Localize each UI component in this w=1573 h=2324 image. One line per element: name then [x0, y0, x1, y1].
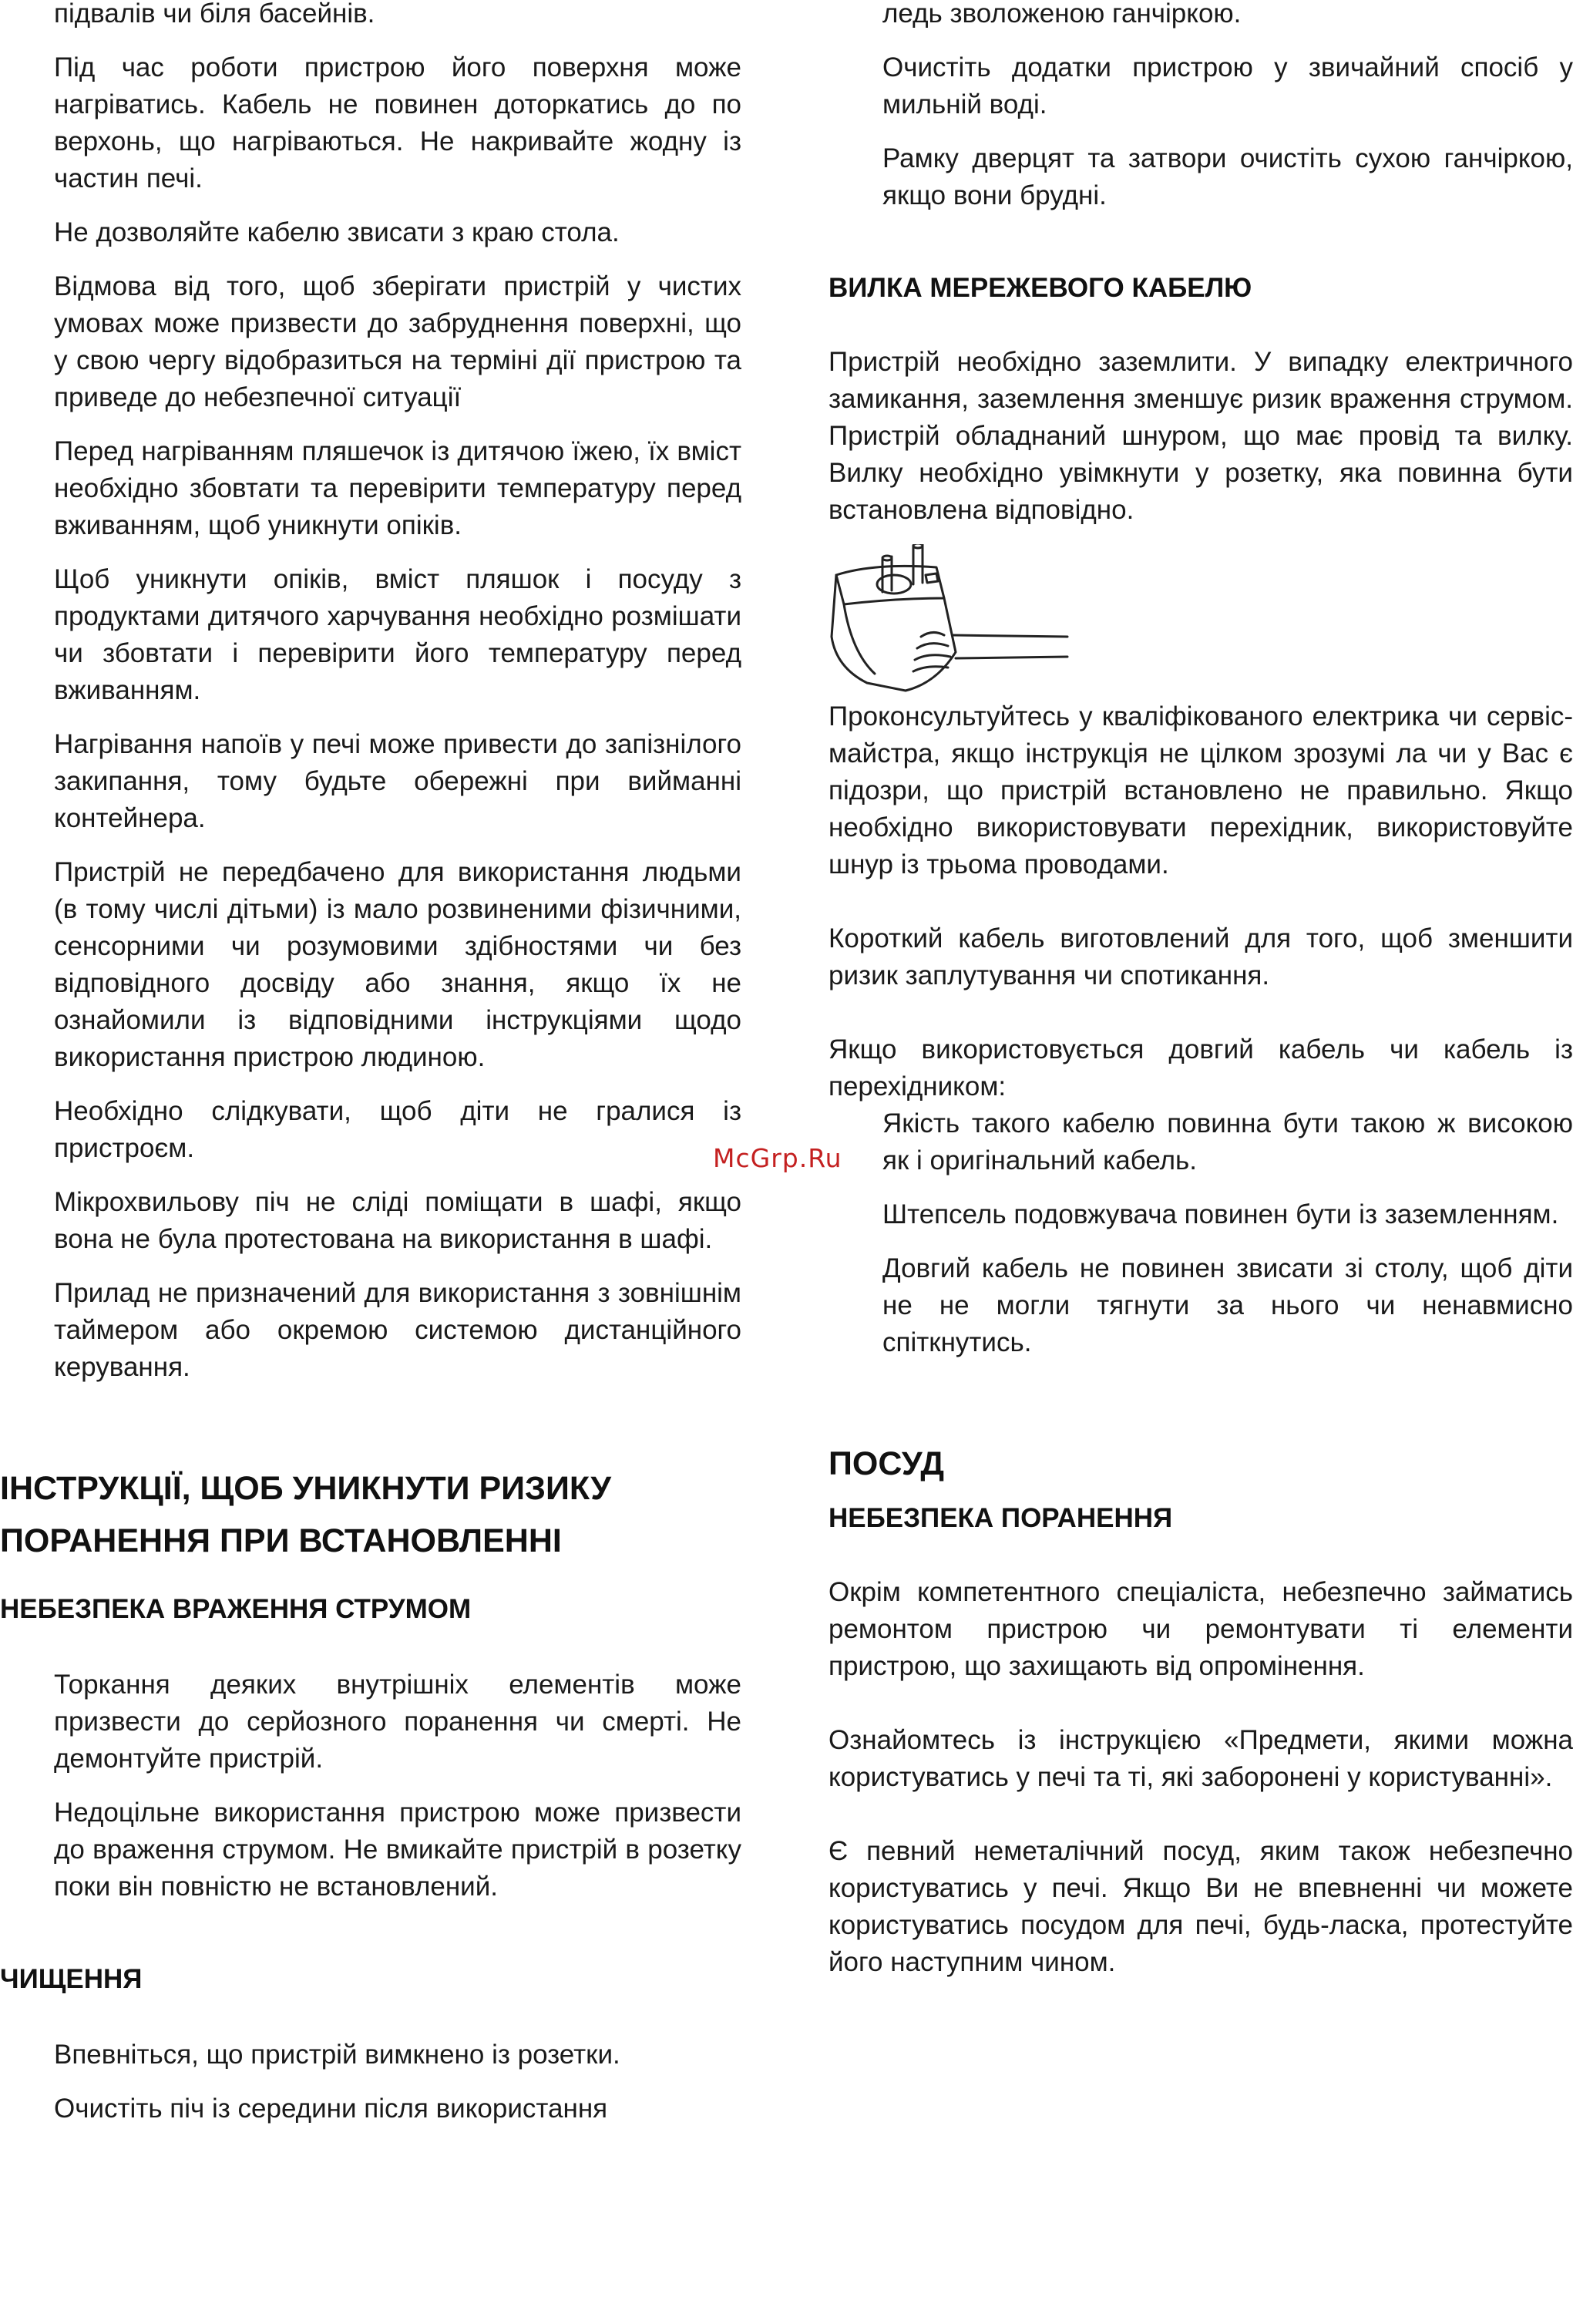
- heading-injury-line1: ІНСТРУКЦІЇ, ЩОБ УНИКНУТИ РИЗИКУ: [0, 1470, 611, 1507]
- paragraph-extension: Штепсель подовжувача повинен бути із заземленням.: [882, 1199, 1559, 1229]
- plug-illustration: [829, 544, 1573, 698]
- right-column: [829, 0, 1573, 1981]
- paragraph-damp-cloth-tail: ледь зволоженою ганчіркою.: [882, 0, 1242, 29]
- heading-injury-line2: ПОРАНЕННЯ ПРИ ВСТАНОВЛЕННІ: [0, 1522, 562, 1559]
- paragraph-timer: Прилад не призначений для використання з зовнішнім таймером або окремою системою дистанційного керування.: [54, 1278, 741, 1382]
- paragraph-quality: Якість такого кабелю повинна бути такою ж високою як і оригінальний кабель.: [882, 1108, 1573, 1175]
- paragraph-baby-bottles: Перед нагріванням пляшечок із дитячою їжею, їх вміст необхідно збовтати та перевірити температуру перед вживанням, щоб уникнути опіків.: [54, 436, 741, 540]
- paragraph-accessories: Очистіть додатки пристрою у звичайний спосіб у мильній воді.: [882, 52, 1573, 119]
- paragraph-surface-heat: Під час роботи пристрою його поверхня може нагріватись. Кабель не повинен доторкатись до по верхонь, що нагріваються. Не накривайте жодну із частин печі.: [54, 52, 741, 193]
- heading-cleaning: ЧИЩЕННЯ: [0, 1964, 143, 1994]
- heading-dishes: ПОСУД: [829, 1445, 945, 1482]
- paragraph-familiarize: Ознайомтесь із інструкцією «Предмети, якими можна користуватись у печі та ті, які заборонені у користуванні».: [829, 1725, 1573, 1792]
- paragraph-long-cable: Якщо використовується довгий кабель чи кабель із перехідником:: [829, 1034, 1573, 1101]
- paragraph-clean-inside: Очистіть піч із середини після використання: [54, 2094, 608, 2124]
- paragraph-not-intended: Пристрій не передбачено для використання людьми (в тому числі дітьми) із мало розвиненими фізичними, сенсорними чи розумовими здібностями чи без відповідного досвіду або знання, якщо їх не ознайомили із відповідними інструкціями щодо використання пристрою людиною.: [54, 857, 741, 1072]
- heading-injury: НЕБЕЗПЕКА ПОРАНЕННЯ: [829, 1503, 1173, 1533]
- left-column: [0, 0, 741, 2127]
- paragraph-avoid-burns: Щоб уникнути опіків, вміст пляшок і посуду з продуктами дитячого харчування необхідно розмішати чи збовтати і перевірити його температуру перед вживанням.: [54, 564, 741, 705]
- paragraph-misuse: Недоцільне використання пристрою може призвести до враження струмом. Не вмикайте пристрій в розетку поки він повністю не встановлений.: [54, 1798, 741, 1902]
- paragraph-cabinet: Мікрохвильову піч не сліді поміщати в шафі, якщо вона не була протестована на використання в шафі.: [54, 1187, 741, 1254]
- paragraph-hang: Довгий кабель не повинен звисати зі столу, щоб діти не не могли тягнути за нього чи ненавмисно спіткнутись.: [882, 1253, 1573, 1357]
- paragraph-short-cable: Короткий кабель виготовлений для того, щоб зменшити ризик заплутування чи спотикання.: [829, 923, 1573, 990]
- paragraph-delayed-boiling: Нагрівання напоїв у печі може привести до запізнілого закипання, тому будьте обережні при вийманні контейнера.: [54, 729, 741, 833]
- heading-shock: НЕБЕЗПЕКА ВРАЖЕННЯ СТРУМОМ: [0, 1594, 472, 1624]
- paragraph-intro-tail: підвалів чи біля басейнів.: [54, 0, 375, 29]
- paragraph-nonmetal: Є певний неметалічний посуд, яким також небезпечно користуватись у печі. Якщо Ви не впевненні чи можете користуватись посудом для печі, будь-ласка, протестуйте його наступним чином.: [829, 1836, 1573, 1977]
- paragraph-unplugged: Впевніться, що пристрій вимкнено із розетки.: [54, 2040, 620, 2070]
- paragraph-internal: Торкання деяких внутрішніх елементів може призвести до серйозного поранення чи смерті. Не демонтуйте пристрій.: [54, 1670, 741, 1774]
- watermark: McGrp.Ru: [713, 1143, 842, 1173]
- paragraph-competent: Окрім компетентного спеціаліста, небезпечно займатись ремонтом пристрою чи ремонтувати ті елементи пристрою, що захищають від опромінення.: [829, 1577, 1573, 1681]
- paragraph-door-frame: Рамку дверцят та затвори очистіть сухою ганчіркою, якщо вони брудні.: [882, 143, 1573, 210]
- grounded-plug-icon: [829, 544, 1075, 698]
- heading-plug: ВИЛКА МЕРЕЖЕВОГО КАБЕЛЮ: [829, 273, 1252, 303]
- heading-injury-block: [0, 1468, 741, 1562]
- paragraph-children: Необхідно слідкувати, щоб діти не гралися із пристроєм.: [54, 1096, 741, 1163]
- paragraph-electrician: Проконсультуйтесь у кваліфікованого електрика чи сервіс-майстра, якщо інструкція не цілком зрозумі ла чи у Вас є підозри, що пристрій встановлено не правильно. Якщо необхідно використовувати перехідник, використовуйте шнур із трьома проводами.: [829, 701, 1573, 879]
- paragraph-clean-conditions: Відмова від того, щоб зберігати пристрій у чистих умовах може призвести до забруднення поверхні, що у свою чергу відобразиться на терміні дії пристрою та приведе до небезпечної ситуації: [54, 271, 741, 412]
- paragraph-ground: Пристрій необхідно заземлити. У випадку електричного замикання, заземлення зменшує ризик враження струмом. Пристрій обладнаний шнуром, що має провід та вилку. Вилку необхідно увімкнути у розетку, яка повинна бути встановлена відповідно.: [829, 347, 1573, 525]
- paragraph-cable-hang: Не дозволяйте кабелю звисати з краю стола.: [54, 217, 620, 247]
